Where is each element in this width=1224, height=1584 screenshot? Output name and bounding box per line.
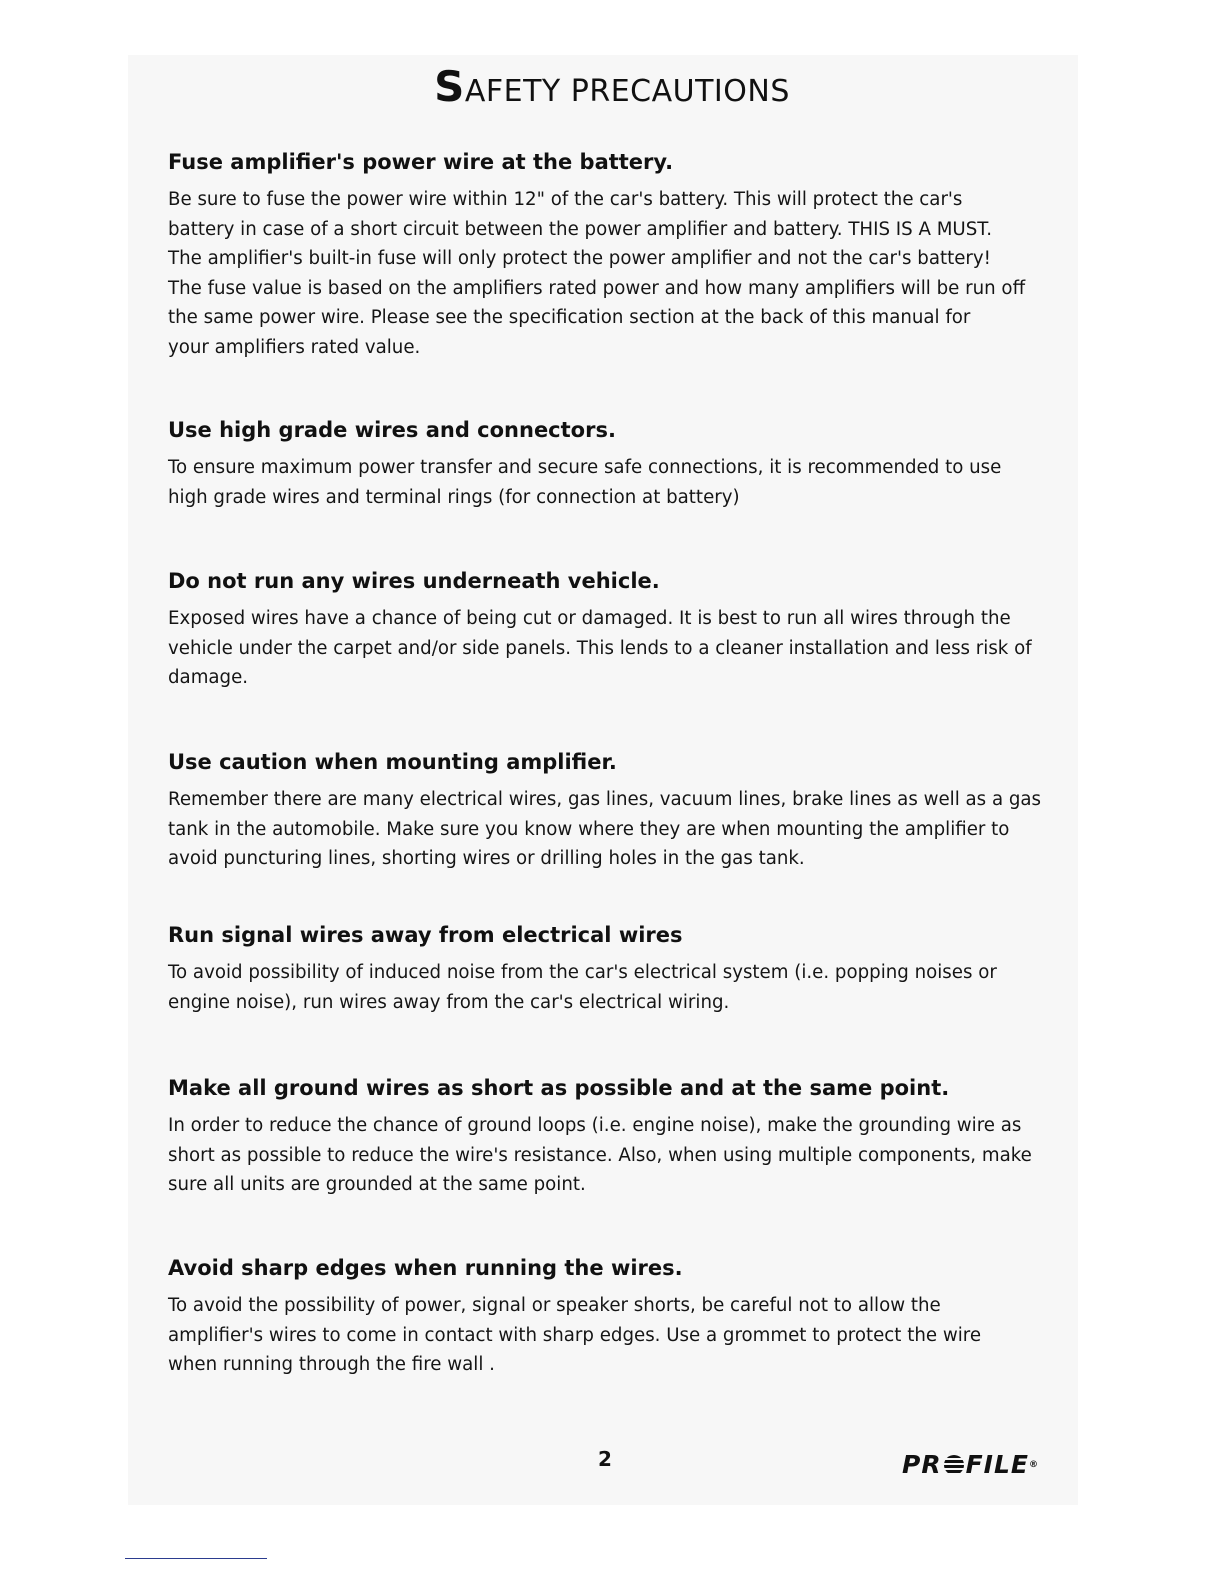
title-text: AFETY PRECAUTIONS: [464, 74, 790, 109]
section-heading: Use high grade wires and connectors.: [168, 418, 616, 442]
section-heading: Make all ground wires as short as possible and at the same point.: [168, 1076, 950, 1100]
profile-logo: [902, 1450, 1052, 1482]
page-number: 2: [598, 1447, 612, 1471]
section-heading: Run signal wires away from electrical wires: [168, 923, 683, 947]
section-heading: Use caution when mounting amplifier.: [168, 750, 617, 774]
section-ground-wires: [168, 1074, 1068, 1200]
section-body: To avoid the possibility of power, signal or speaker shorts, be careful not to allow the amplifier's wires to come in contact with sharp edges. Use a grommet to protect the wire when running through the fire wall .: [168, 1295, 982, 1376]
section-fuse-power-wire: [168, 148, 1068, 363]
section-high-grade-wires: [168, 416, 1068, 512]
section-heading: Fuse amplifier's power wire at the battery.: [168, 150, 674, 174]
registered-mark: ®: [1028, 1459, 1039, 1470]
section-body: Be sure to fuse the power wire within 12" of the car's battery. This will protect the car's battery in case of a short circuit between the power amplifier and battery. THIS IS A MUST. The amplifier's built-in fuse will only protect the power amplifier and not the car's battery! The fuse value is based on the amplifiers rated power and how many amplifiers will be run off the same power wire. Please see the specification section at the back of this manual for your amplifiers rated value.: [168, 189, 1026, 358]
section-heading: Avoid sharp edges when running the wires.: [168, 1256, 683, 1280]
striped-o-logo-icon: [943, 1454, 965, 1476]
section-sharp-edges: [168, 1254, 1068, 1380]
section-mounting-caution: [168, 748, 1068, 874]
logo-text-end: FILE: [965, 1450, 1029, 1479]
footnote-rule: [125, 1558, 267, 1559]
section-heading: Do not run any wires underneath vehicle.: [168, 569, 660, 593]
section-body: To ensure maximum power transfer and secure safe connections, it is recommended to use high grade wires and terminal rings (for connection at battery): [168, 457, 1002, 508]
section-body: To avoid possibility of induced noise from the car's electrical system (i.e. popping noises or engine noise), run wires away from the car's electrical wiring.: [168, 962, 997, 1013]
section-body: In order to reduce the chance of ground loops (i.e. engine noise), make the grounding wire as short as possible to reduce the wire's resistance. Also, when using multiple components, make sure all units are grounded at the same point.: [168, 1115, 1032, 1196]
logo-text-start: PR: [902, 1450, 942, 1479]
section-no-wires-underneath: [168, 567, 1068, 693]
section-body: Exposed wires have a chance of being cut or damaged. It is best to run all wires through the vehicle under the carpet and/or side panels. This lends to a cleaner installation and less risk of damage.: [168, 608, 1032, 689]
section-signal-wires: [168, 921, 1068, 1017]
section-body: Remember there are many electrical wires, gas lines, vacuum lines, brake lines as well as a gas tank in the automobile. Make sure you know where they are when mounting the amplifier to avoid puncturing lines, shorting wires or drilling holes in the gas tank.: [168, 789, 1042, 870]
page-title: [0, 62, 1224, 111]
title-initial: S: [434, 62, 465, 111]
